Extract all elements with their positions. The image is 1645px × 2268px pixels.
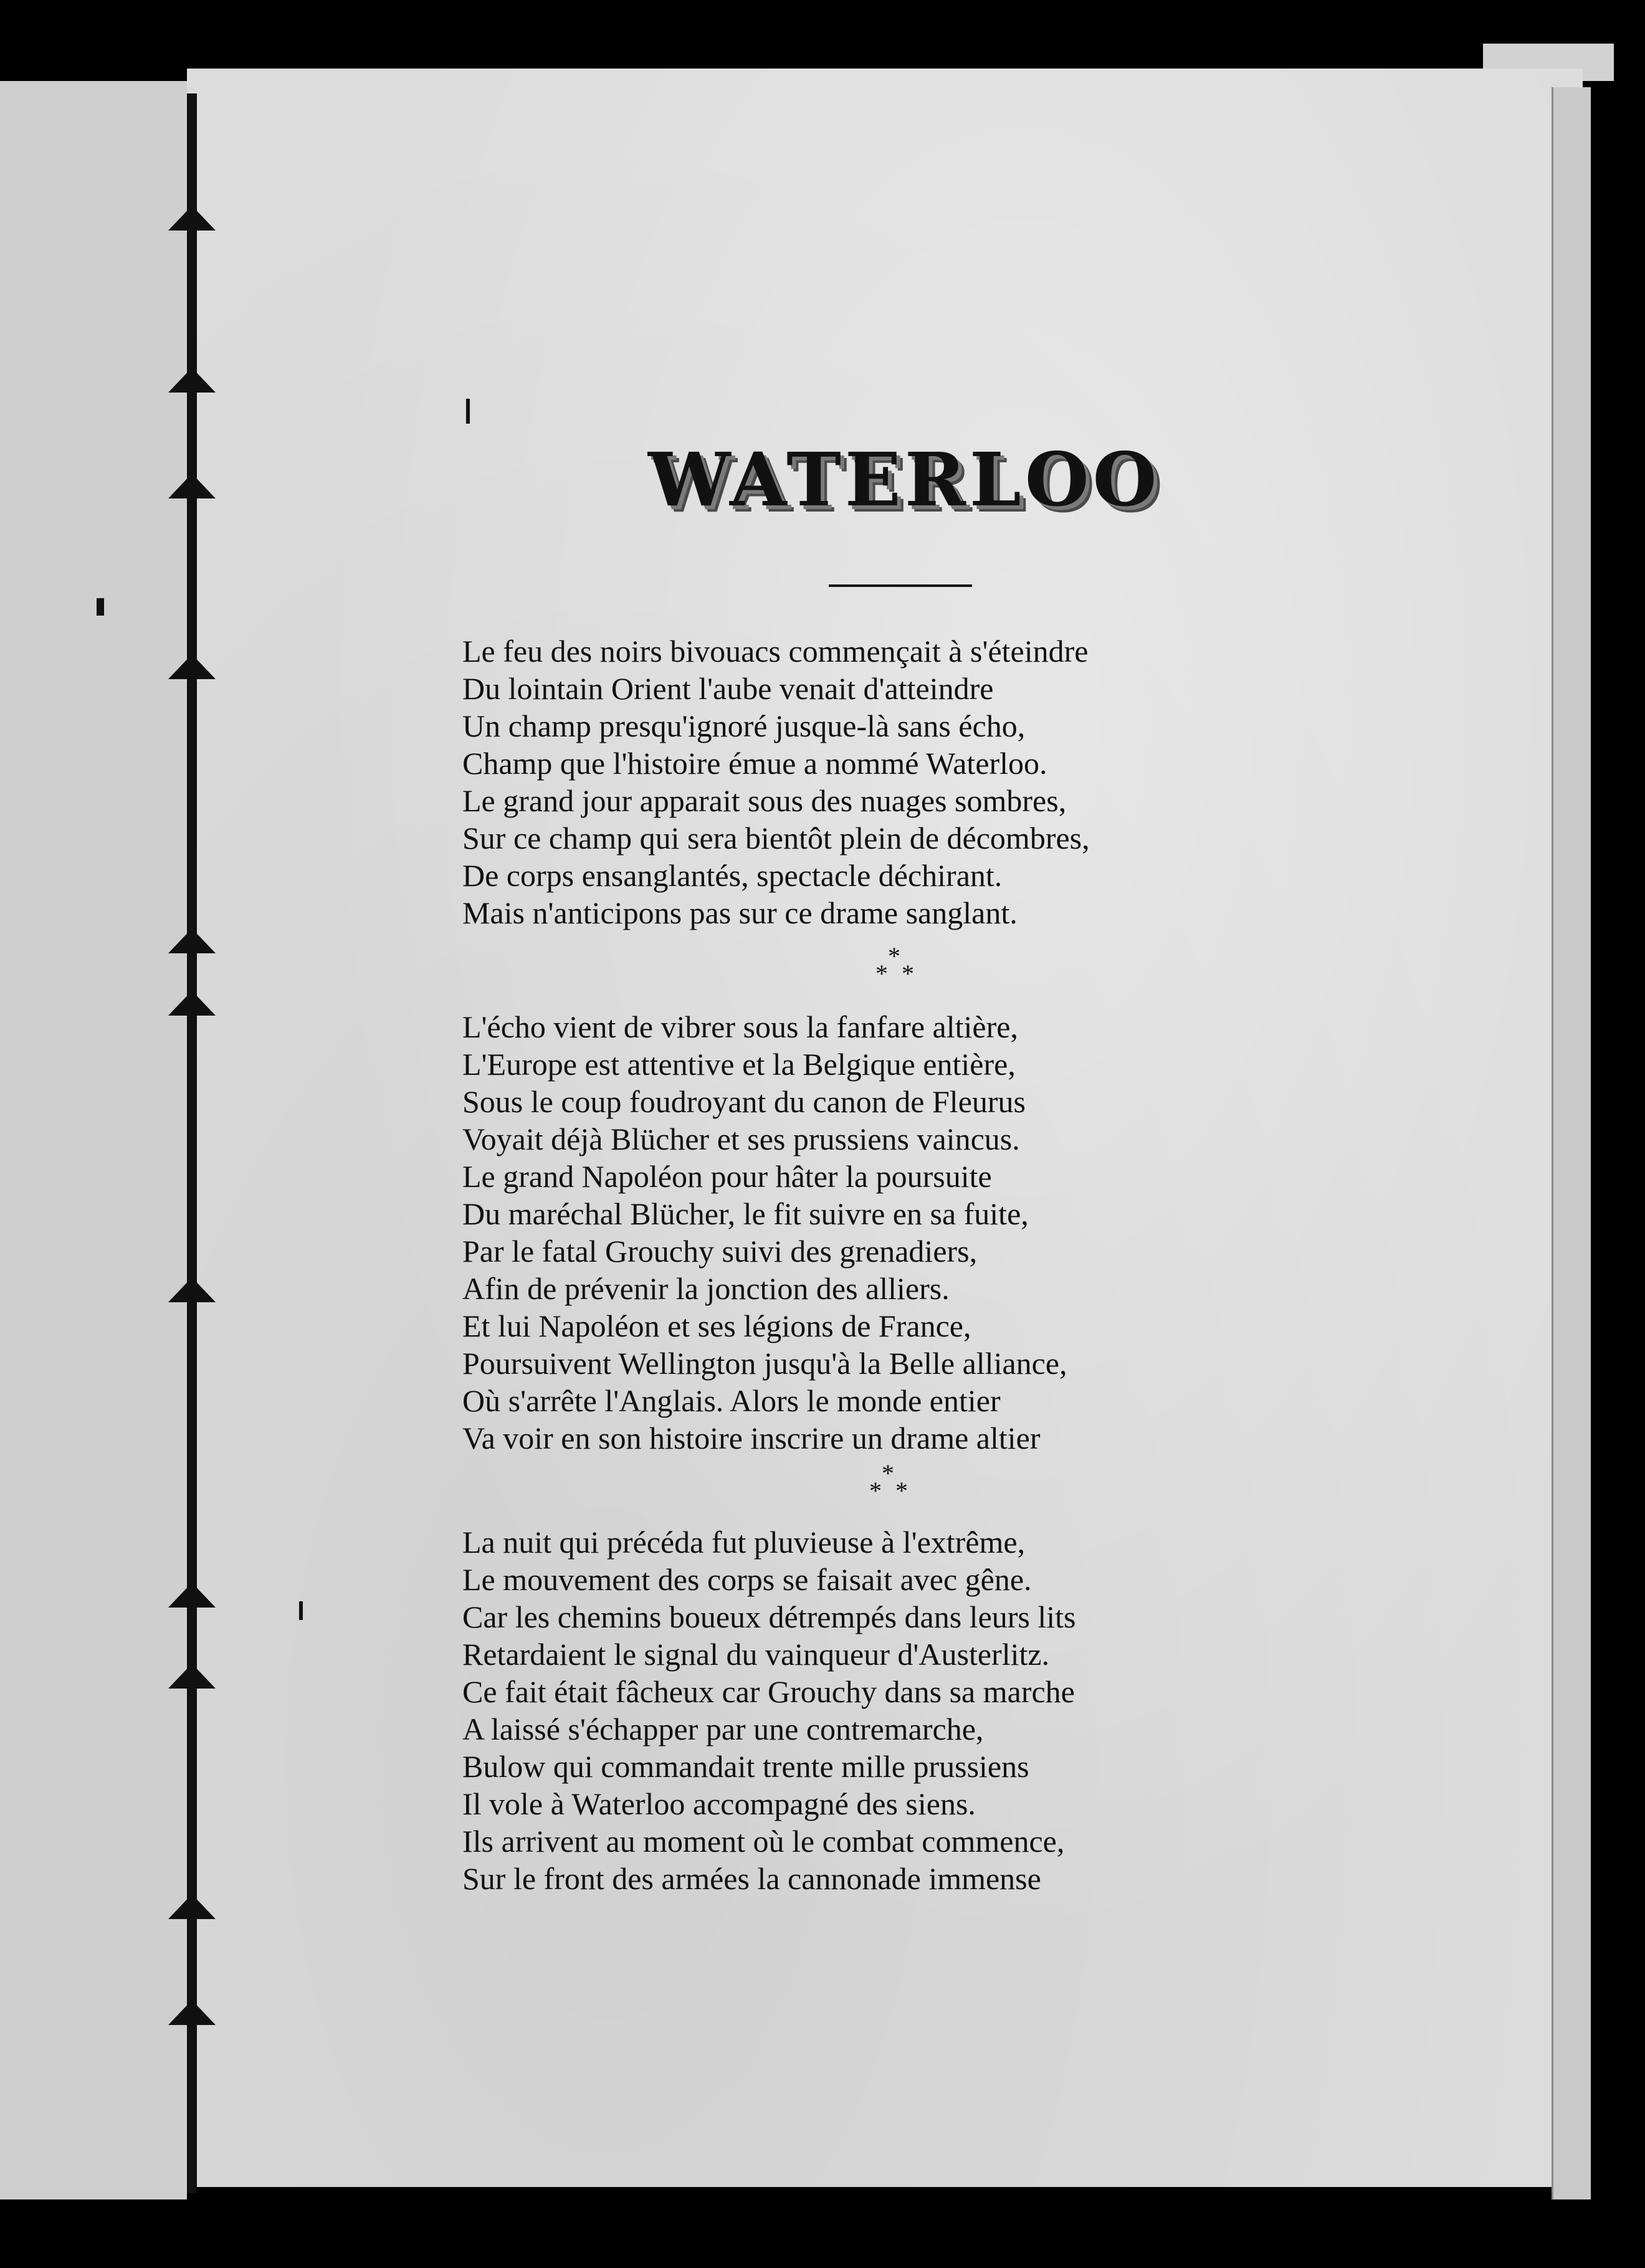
verse-line: Le feu des noirs bivouacs commençait à s'éteindre <box>462 634 1089 669</box>
adjacent-page-strip <box>0 81 187 2199</box>
verse-line: Sur le front des armées la cannonade immense <box>462 1861 1041 1896</box>
stanza-3 <box>462 1523 1285 1897</box>
page-edge <box>1552 87 1591 2199</box>
ink-speck <box>97 598 104 616</box>
ink-speck <box>466 399 470 424</box>
verse-line: Mais n'anticipons pas sur ce drame sanglant. <box>462 895 1018 930</box>
verse-line: Ce fait était fâcheux car Grouchy dans sa marche <box>462 1674 1075 1709</box>
verse-line: Retardaient le signal du vainqueur d'Austerlitz. <box>462 1637 1050 1672</box>
stanza-separator <box>869 1461 919 1511</box>
verse-line: Poursuivent Wellington jusqu'à la Belle alliance, <box>462 1346 1067 1381</box>
verse-line: Afin de prévenir la jonction des alliers. <box>462 1271 950 1306</box>
verse-line: A laissé s'échapper par une contremarche, <box>462 1712 984 1746</box>
verse-line: Où s'arrête l'Anglais. Alors le monde entier <box>462 1383 1001 1418</box>
page-title: WATERLOO <box>648 436 1161 523</box>
binding-spine <box>187 93 197 2193</box>
stanza-2 <box>462 1008 1285 1457</box>
verse-line: Du lointain Orient l'aube venait d'atteindre <box>462 671 994 706</box>
asterisk: * <box>902 960 914 988</box>
verse-line: Car les chemins boueux détrempés dans leurs lits <box>462 1599 1076 1634</box>
verse-line: Et lui Napoléon et ses légions de France, <box>462 1308 971 1343</box>
asterisk: * <box>875 960 888 988</box>
verse-line: Ils arrivent au moment où le combat commence, <box>462 1824 1065 1859</box>
title-rule <box>829 584 972 587</box>
asterisk: * <box>869 1477 882 1505</box>
verse-line: Le grand jour apparait sous des nuages sombres, <box>462 783 1067 818</box>
verse-line: De corps ensanglantés, spectacle déchirant. <box>462 858 1003 893</box>
verse-line: Le mouvement des corps se faisait avec gêne. <box>462 1562 1032 1597</box>
verse-line: Du maréchal Blücher, le fit suivre en sa fuite, <box>462 1196 1029 1231</box>
verse-line: La nuit qui précéda fut pluvieuse à l'extrême, <box>462 1525 1026 1560</box>
verse-line: Va voir en son histoire inscrire un drame altier <box>462 1421 1041 1456</box>
asterisk: * <box>888 942 900 970</box>
verse-line: Par le fatal Grouchy suivi des grenadiers, <box>462 1234 978 1269</box>
asterisk: * <box>895 1477 908 1505</box>
verse-line: Sur ce champ qui sera bientôt plein de décombres, <box>462 821 1090 855</box>
verse-line: Un champ presqu'ignoré jusque-là sans écho, <box>462 708 1026 743</box>
verse-line: Bulow qui commandait trente mille prussiens <box>462 1749 1029 1784</box>
asterisk: * <box>882 1459 894 1487</box>
verse-line: L'écho vient de vibrer sous la fanfare altière, <box>462 1009 1018 1044</box>
verse-line: Sous le coup foudroyant du canon de Fleurus <box>462 1084 1026 1119</box>
stanza-separator <box>875 944 925 994</box>
verse-line: Champ que l'histoire émue a nommé Waterloo. <box>462 746 1047 781</box>
ink-speck <box>299 1601 303 1620</box>
verse-line: Le grand Napoléon pour hâter la poursuite <box>462 1159 992 1194</box>
stanza-1 <box>462 632 1285 932</box>
verse-line: L'Europe est attentive et la Belgique entière, <box>462 1047 1016 1082</box>
verse-line: Il vole à Waterloo accompagné des siens. <box>462 1786 976 1821</box>
verse-line: Voyait déjà Blücher et ses prussiens vaincus. <box>462 1122 1020 1156</box>
